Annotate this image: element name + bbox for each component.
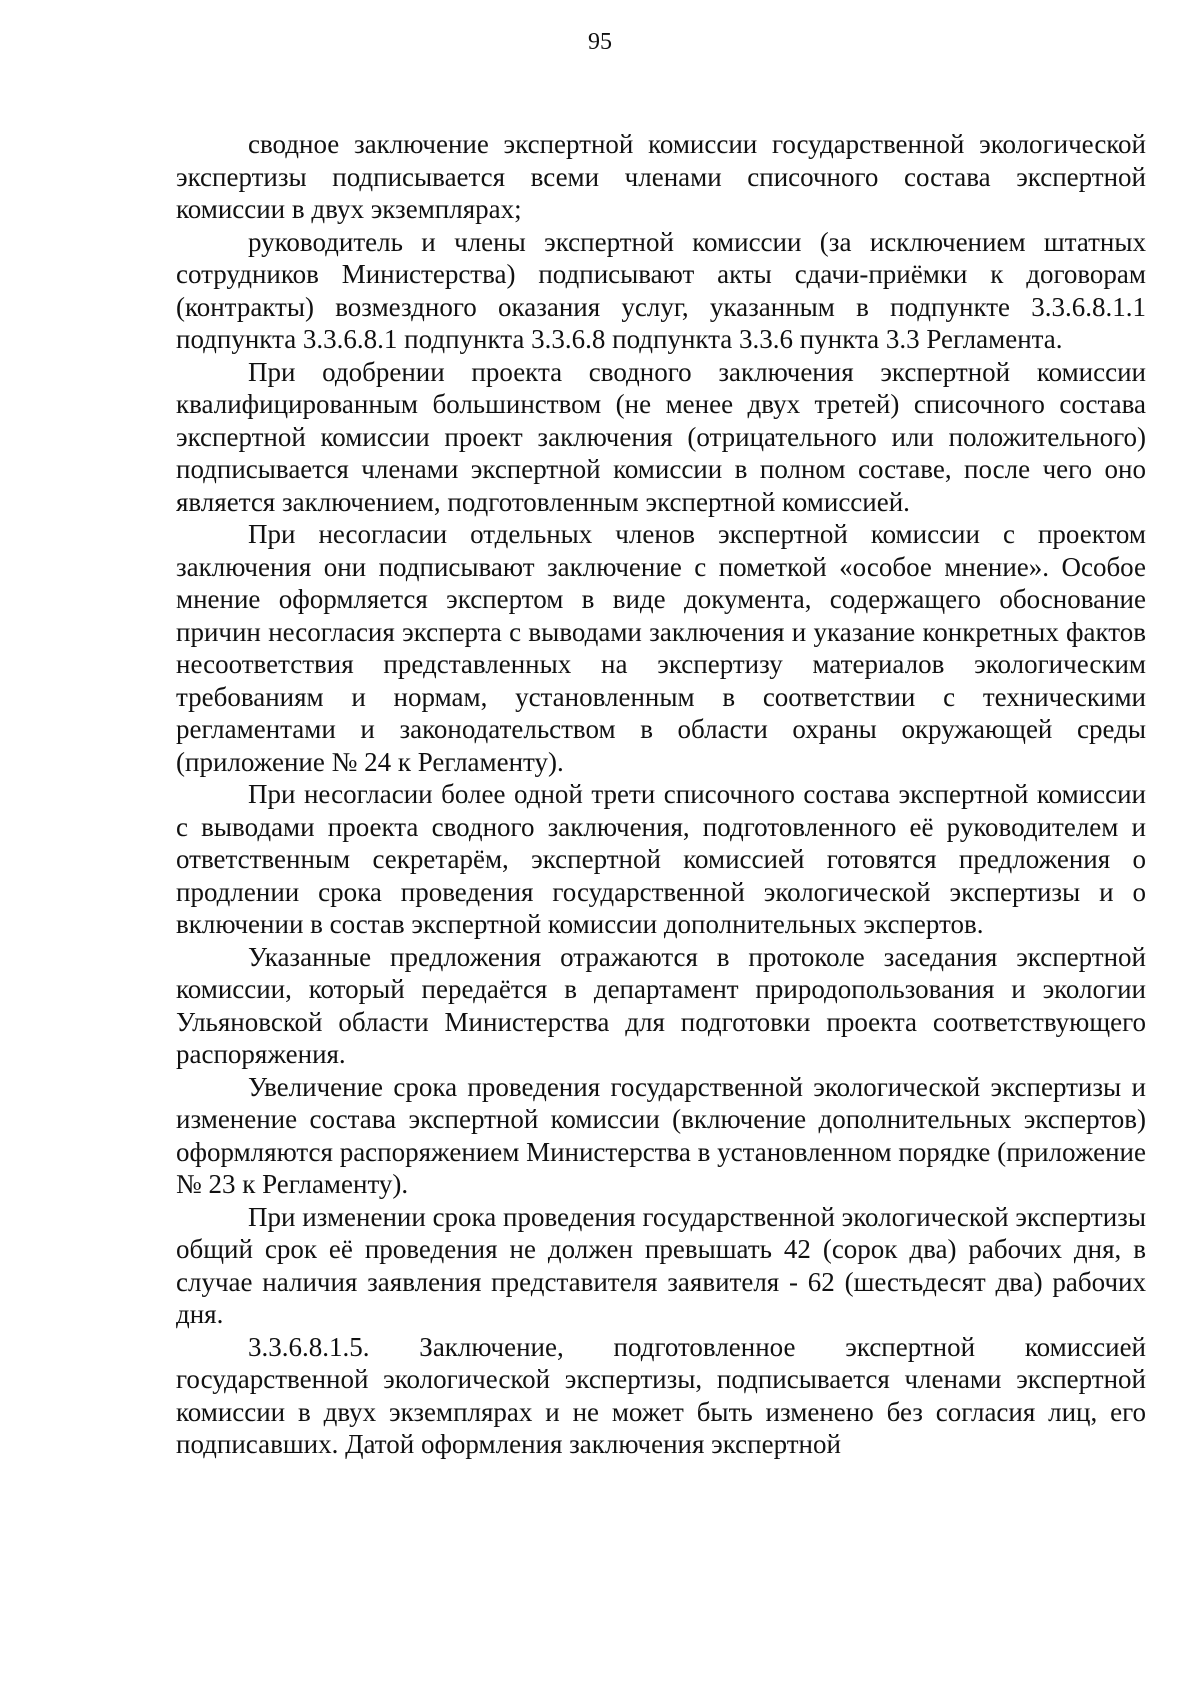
paragraph-term-extension: Увеличение срока проведения государственной экологической экспертизы и изменение состава экспертной комиссии (включение дополнительных экспертов) оформляются распоряжением Министерства в установленном порядке (приложение № 23 к Регламенту). xyxy=(176,1071,1146,1199)
paragraph-total-term: При изменении срока проведения государственной экологической экспертизы общий срок её проведения не должен превышать 42 (сорок два) рабочих дня, в случае наличия заявления представителя заявителя - 62 (шестьдесят два) рабочих дня. xyxy=(176,1201,1146,1329)
document-body xyxy=(176,128,1146,1461)
page-number: 95 xyxy=(588,29,612,55)
paragraph-acceptance-acts: руководитель и члены экспертной комиссии (за исключением штатных сотрудников Министерства) подписывают акты сдачи-приёмки к договорам (контракты) возмездного оказания услуг, указанным в подпункте 3.3.6.8.1.1 подпункта 3.3.6.8.1 подпункта 3.3.6.8 подпункта 3.3.6 пункта 3.3 Регламента. xyxy=(176,226,1146,354)
paragraph-draft-approval: При одобрении проекта сводного заключения экспертной комиссии квалифицированным большинством (не менее двух третей) списочного состава экспертной комиссии проект заключения (отрицательного или положительного) подписывается членами экспертной комиссии в полном составе, после чего оно является заключением, подготовленным экспертной комиссией. xyxy=(176,356,1146,517)
paragraph-majority-disagreement: При несогласии более одной трети списочного состава экспертной комиссии с выводами проекта сводного заключения, подготовленного её руководителем и ответственным секретарём, экспертной комиссией готовятся предложения о продлении срока проведения государственной экологической экспертизы и о включении в состав экспертной комиссии дополнительных экспертов. xyxy=(176,779,1146,939)
paragraph-protocol-proposals: Указанные предложения отражаются в протоколе заседания экспертной комиссии, который передаётся в департамент природопользования и экологии Ульяновской области Министерства для подготовки проекта соответствующего распоряжения. xyxy=(176,941,1146,1069)
paragraph-summary-signing: сводное заключение экспертной комиссии государственной экологической экспертизы подписывается всеми членами списочного состава экспертной комиссии в двух экземплярах; xyxy=(176,129,1146,224)
paragraph-special-opinion: При несогласии отдельных членов экспертной комиссии с проектом заключения они подписывают заключение с пометкой «особое мнение». Особое мнение оформляется экспертом в виде документа, содержащего обоснование причин несогласия эксперта с выводами заключения и указание конкретных фактов несоответствия представленных на экспертизу материалов экологическим требованиям и нормам, установленным в соответствии с техническими регламентами и законодательством в области охраны окружающей среды (приложение № 24 к Регламенту). xyxy=(176,519,1146,777)
paragraph-clause-3-3-6-8-1-5: 3.3.6.8.1.5. Заключение, подготовленное экспертной комиссией государственной экологической экспертизы, подписывается членами экспертной комиссии в двух экземплярах и не может быть изменено без согласия лиц, его подписавших. Датой оформления заключения экспертной xyxy=(176,1331,1146,1459)
